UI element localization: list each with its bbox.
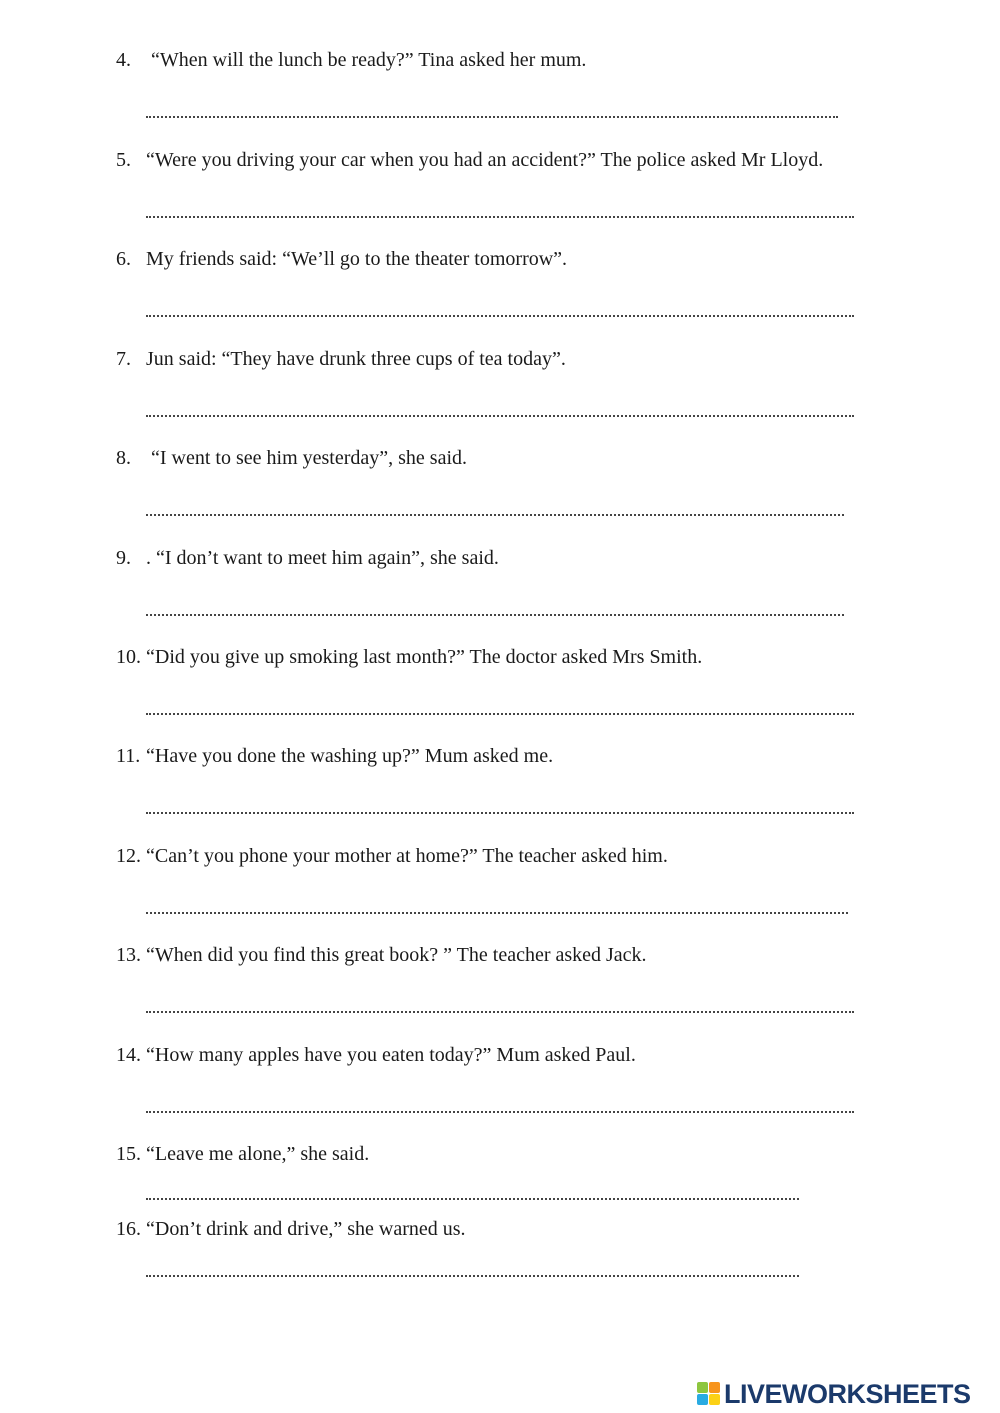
question-text: “Did you give up smoking last month?” The doctor asked Mrs Smith. (146, 646, 703, 668)
question-6 (116, 247, 567, 271)
answer-line-5[interactable] (146, 196, 854, 218)
question-9 (116, 546, 499, 570)
answer-line-12[interactable] (146, 892, 848, 914)
question-number: 12. (116, 845, 141, 867)
liveworksheets-logo-icon (697, 1382, 721, 1406)
answer-line-6[interactable] (146, 295, 854, 317)
question-text: “When will the lunch be ready?” Tina asked her mum. (146, 49, 587, 71)
question-number: 10. (116, 646, 141, 668)
logo-text: LIVEWORKSHEETS (724, 1378, 971, 1409)
question-text: “Have you done the washing up?” Mum asked me. (146, 745, 554, 767)
answer-line-10[interactable] (146, 693, 854, 715)
question-15 (116, 1142, 369, 1166)
question-text: . “I don’t want to meet him again”, she said. (146, 547, 499, 569)
question-5 (116, 148, 823, 172)
question-16 (116, 1217, 466, 1241)
question-number: 15. (116, 1143, 141, 1165)
question-13 (116, 943, 647, 967)
question-number: 4. (116, 49, 131, 71)
answer-line-7[interactable] (146, 395, 854, 417)
question-text: “How many apples have you eaten today?” Mum asked Paul. (146, 1044, 636, 1066)
question-14 (116, 1043, 636, 1067)
question-12 (116, 844, 668, 868)
question-text: “Don’t drink and drive,” she warned us. (146, 1218, 466, 1240)
answer-line-15[interactable] (146, 1178, 799, 1200)
liveworksheets-logo (697, 1380, 971, 1408)
question-7 (116, 347, 566, 371)
question-text: “I went to see him yesterday”, she said. (146, 447, 468, 469)
question-number: 7. (116, 348, 131, 370)
question-text: “When did you find this great book? ” The teacher asked Jack. (146, 944, 647, 966)
question-8 (116, 446, 467, 470)
question-11 (116, 744, 553, 768)
question-text: My friends said: “We’ll go to the theater tomorrow”. (146, 248, 568, 270)
question-4 (116, 48, 586, 72)
answer-line-9[interactable] (146, 594, 844, 616)
question-10 (116, 645, 702, 669)
question-number: 6. (116, 248, 131, 270)
question-number: 14. (116, 1044, 141, 1066)
answer-line-11[interactable] (146, 792, 854, 814)
answer-line-16[interactable] (146, 1255, 799, 1277)
question-number: 9. (116, 547, 131, 569)
question-number: 8. (116, 447, 131, 469)
question-text: “Leave me alone,” she said. (146, 1143, 370, 1165)
question-text: “Were you driving your car when you had an accident?” The police asked Mr Lloyd. (146, 149, 824, 171)
question-number: 13. (116, 944, 141, 966)
answer-line-14[interactable] (146, 1091, 854, 1113)
question-number: 5. (116, 149, 131, 171)
question-number: 11. (116, 745, 141, 767)
answer-line-4[interactable] (146, 96, 838, 118)
question-text: “Can’t you phone your mother at home?” The teacher asked him. (146, 845, 668, 867)
answer-line-8[interactable] (146, 494, 844, 516)
answer-line-13[interactable] (146, 991, 854, 1013)
question-number: 16. (116, 1218, 141, 1240)
question-text: Jun said: “They have drunk three cups of tea today”. (146, 348, 566, 370)
